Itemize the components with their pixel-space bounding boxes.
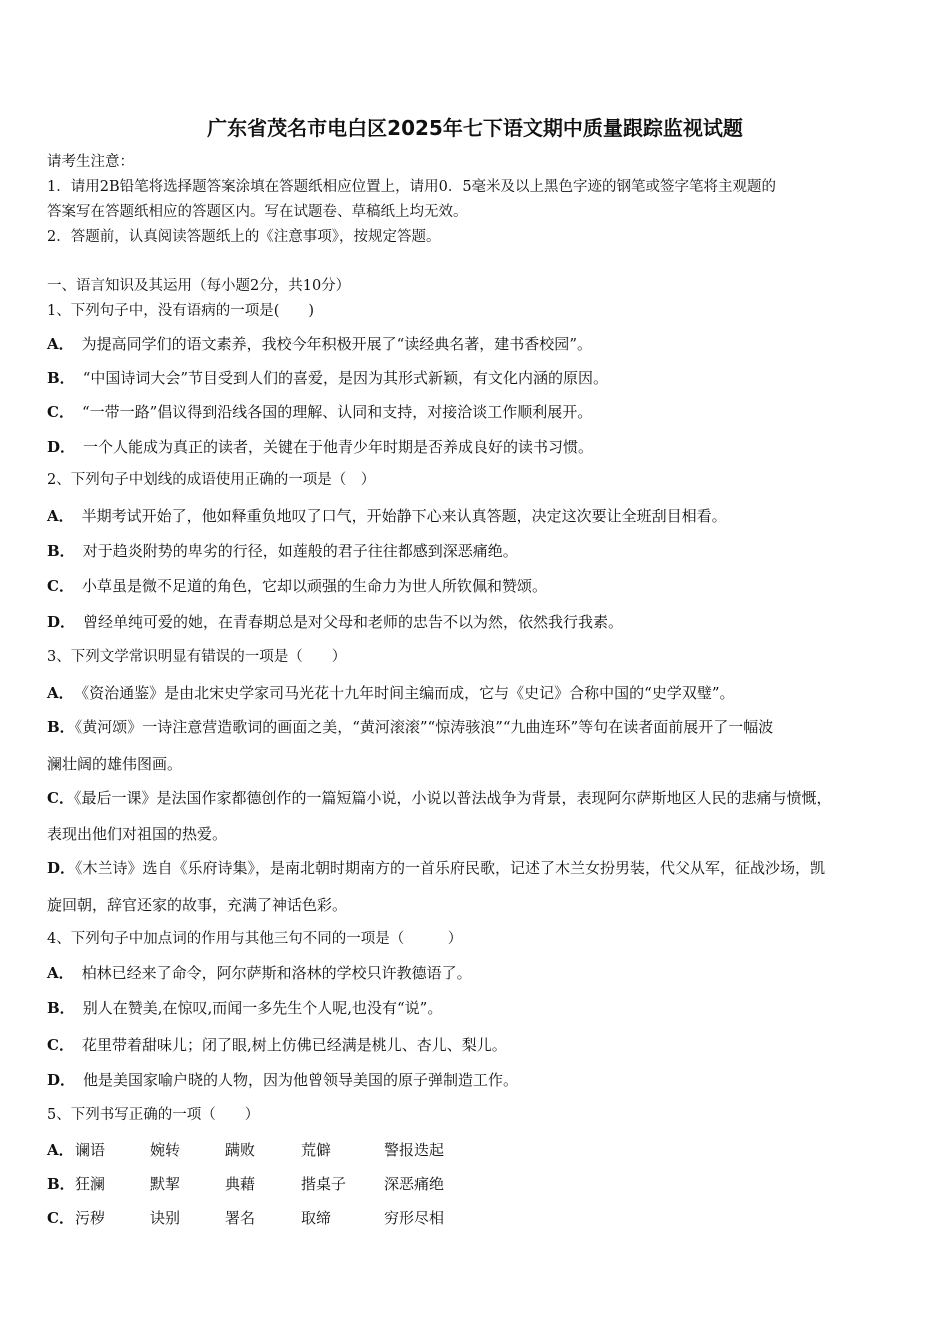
notice-heading: 请考生注意：: [47, 154, 134, 170]
q5-word: 谰语: [75, 1141, 106, 1159]
q5-word: 污秽: [75, 1209, 106, 1227]
q2-option-c: C． 小草虽是微不足道的角色，它却以顽强的生命力为世人所钦佩和赞颂。: [47, 577, 547, 595]
q5-word: 深恶痛绝: [384, 1175, 445, 1193]
notice-line-1: 1．请用2B铅笔将选择题答案涂填在答题纸相应位置上，请用0．5毫米及以上黑色字迹的钢笔或签字笔将主观题的: [47, 179, 777, 195]
q5-word: 揩桌子: [301, 1175, 347, 1193]
exam-page: 广东省茂名市电白区2025年七下语文期中质量跟踪监视试题 请考生注意： 1．请用2B铅笔将选择题答案涂填在答题纸相应位置上，请用0．5毫米及以上黑色字迹的钢笔或签字笔将主观题的 答案写在答题纸相应的答题区内。写在试题卷、草稿纸上均无效。 2．答题前，认真阅读答题纸上的《注意事项》，按规定答题。 一、语言知识及其运用（每小题2分，共10分） 1、下列句子中，没有语病的一项是( ) A． 为提高同学们的语文素养，我校今年积极开展了“读经典名著，建书香校园”。 B． “中国诗词大会”节目受到人们的喜爱，是因为其形式新颖，有文化内涵的原因。 C． “一带一路”倡议得到沿线各国的理解、认同和支持，对接洽谈工作顺利展开。 D． 一个人能成为真正的读者，关键在于他青少年时期是否养成良好的读书习惯。 2、下列句子中划线的成语使用正确的一项是（ ） A． 半期考试开始了，他如释重负地叹了口气，开始静下心来认真答题，决定这次要让全班刮目相看。 B． 对于趋炎附势的卑劣的行径，如莲般的君子往往都感到深恶痛绝。 C． 小草虽是微不足道的角色，它却以顽强的生命力为世人所钦佩和赞颂。 D． 曾经单纯可爱的她，在青春期总是对父母和老师的忠告不以为然，依然我行我素。 3、下列文学常识明显有错误的一项是（ ） A． 《资治通鉴》是由北宋史学家司马光花十九年时间主编而成，它与《史记》合称中国的“史学双璧”。 B．《黄河颂》一诗注意营造歌词的画面之美，“黄河滚滚”“惊涛骇浪”“九曲连环”等句在读者面前展开了一幅波 澜壮阔的雄伟图画。 C．《最后一课》是法国作家都德创作的一篇短篇小说，小说以普法战争为背景，表现阿尔萨斯地区人民的悲痛与愤慨， 表现出他们对祖国的热爱。 D．《木兰诗》选自《乐府诗集》，是南北朝时期南方的一首乐府民歌，记述了木兰女扮男装，代父从军，征战沙场，凯 旋回朝，辞官还家的故事，充满了神话色彩。 4、下列句子中加点词的作用与其他三句不同的一项是（ ） A． 柏林已经来了命令，阿尔萨斯和洛林的学校只许教德语了。 B． 别人在赞美,在惊叹,而闻一多先生个人呢,也没有“说”。 C． 花里带着甜味儿；闭了眼,树上仿佛已经满是桃儿、杏儿、梨儿。 D． 他是美国家喻户晓的人物，因为他曾领导美国的原子弹制造工作。 5、下列书写正确的一项（ ） A． 谰语 婉转 蹒败 荒僻 警报迭起 B． 狂澜 默挈 典藉 揩桌子 深恶痛绝 C． 污秽 诀别 署名 取缔 穷形尽相: [0, 0, 950, 1344]
q1-option-a: A． 为提高同学们的语文素养，我校今年积极开展了“读经典名著，建书香校园”。: [47, 335, 592, 353]
q4-option-d: D． 他是美国家喻户晓的人物，因为他曾领导美国的原子弹制造工作。: [47, 1071, 519, 1089]
q3-option-d: D．《木兰诗》选自《乐府诗集》，是南北朝时期南方的一首乐府民歌，记述了木兰女扮男装，代父从军，征战沙场，凯: [47, 859, 826, 877]
q5-word: 默挈: [150, 1175, 181, 1193]
q5-word: 诀别: [150, 1209, 181, 1227]
q4-option-a: A． 柏林已经来了命令，阿尔萨斯和洛林的学校只许教德语了。: [47, 964, 472, 982]
q3-option-b-continued: 澜壮阔的雄伟图画。: [47, 755, 183, 773]
q4-option-c: C． 花里带着甜味儿；闭了眼,树上仿佛已经满是桃儿、杏儿、梨儿。: [47, 1036, 507, 1054]
q5-word: 典藉: [225, 1175, 256, 1193]
q3-option-c-continued: 表现出他们对祖国的热爱。: [47, 825, 228, 843]
q3-option-a: A． 《资治通鉴》是由北宋史学家司马光花十九年时间主编而成，它与《史记》合称中国的“史学双璧”。: [47, 684, 735, 702]
q2-option-d: D． 曾经单纯可爱的她，在青春期总是对父母和老师的忠告不以为然，依然我行我素。: [47, 613, 624, 631]
question-1-stem: 1、下列句子中，没有语病的一项是( ): [47, 303, 315, 319]
page-title: 广东省茂名市电白区2025年七下语文期中质量跟踪监视试题: [207, 116, 743, 140]
q2-option-a: A． 半期考试开始了，他如释重负地叹了口气，开始静下心来认真答题，决定这次要让全班刮目相看。: [47, 507, 727, 525]
q1-option-b: B． “中国诗词大会”节目受到人们的喜爱，是因为其形式新颖，有文化内涵的原因。: [47, 369, 609, 387]
q5-word: 穷形尽相: [384, 1209, 445, 1227]
q3-option-b: B．《黄河颂》一诗注意营造歌词的画面之美，“黄河滚滚”“惊涛骇浪”“九曲连环”等句在读者面前展开了一幅波: [47, 718, 774, 736]
q4-option-b: B． 别人在赞美,在惊叹,而闻一多先生个人呢,也没有“说”。: [47, 999, 443, 1017]
question-4-stem: 4、下列句子中加点词的作用与其他三句不同的一项是（ ）: [47, 931, 463, 947]
q2-option-b: B． 对于趋炎附势的卑劣的行径，如莲般的君子往往都感到深恶痛绝。: [47, 542, 518, 560]
q5-word: 狂澜: [75, 1175, 106, 1193]
section-heading: 一、语言知识及其运用（每小题2分，共10分）: [47, 278, 351, 294]
q1-option-d: D． 一个人能成为真正的读者，关键在于他青少年时期是否养成良好的读书习惯。: [47, 438, 594, 456]
q5-word: 取缔: [301, 1209, 332, 1227]
q1-option-c: C． “一带一路”倡议得到沿线各国的理解、认同和支持，对接洽谈工作顺利展开。: [47, 403, 593, 421]
notice-line-2: 答案写在答题纸相应的答题区内。写在试题卷、草稿纸上均无效。: [47, 204, 468, 220]
q5-word: 荒僻: [301, 1141, 332, 1159]
notice-line-3: 2．答题前，认真阅读答题纸上的《注意事项》，按规定答题。: [47, 229, 441, 245]
q3-option-d-continued: 旋回朝，辞官还家的故事，充满了神话色彩。: [47, 896, 348, 914]
q5-word: 蹒败: [225, 1141, 256, 1159]
q3-option-c: C．《最后一课》是法国作家都德创作的一篇短篇小说，小说以普法战争为背景，表现阿尔萨斯地区人民的悲痛与愤慨，: [47, 789, 832, 807]
question-2-stem: 2、下列句子中划线的成语使用正确的一项是（ ）: [47, 472, 376, 488]
q5-word: 署名: [225, 1209, 256, 1227]
question-3-stem: 3、下列文学常识明显有错误的一项是（ ）: [47, 649, 347, 665]
q5-word: 警报迭起: [384, 1141, 445, 1159]
q5-word: 婉转: [150, 1141, 181, 1159]
question-5-stem: 5、下列书写正确的一项（ ）: [47, 1107, 260, 1123]
